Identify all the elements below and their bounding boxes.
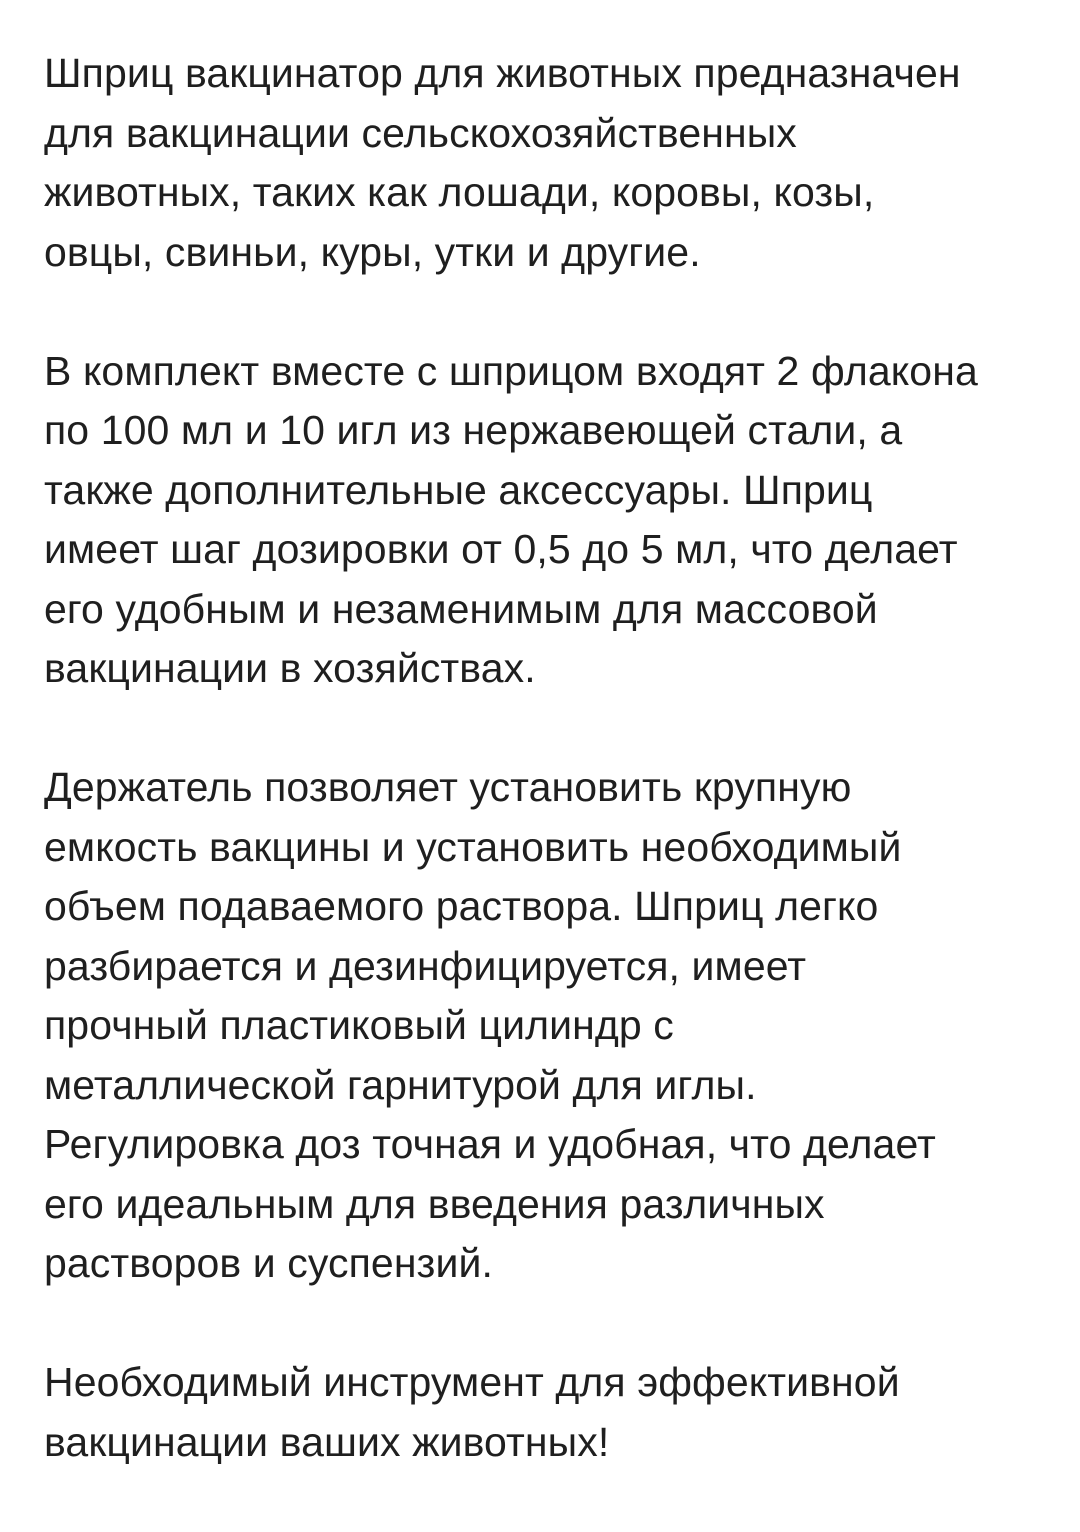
- text-line: Необходимый инструмент для эффективной: [44, 1359, 900, 1405]
- text-line: объем подаваемого раствора. Шприц легко: [44, 883, 879, 929]
- text-line: В комплект вместе с шприцом входят 2 флакона: [44, 347, 978, 394]
- text-line: растворов и суспензий.: [44, 1240, 493, 1286]
- text-line: разбирается и дезинфицируется, имеет: [44, 942, 807, 989]
- text-line: также дополнительные аксессуары. Шприц: [44, 466, 873, 513]
- product-description: [44, 44, 1054, 1532]
- paragraph-kit-contents: [44, 342, 1054, 699]
- text-line: емкость вакцины и установить необходимый: [44, 823, 902, 870]
- text-line: по 100 мл и 10 игл из нержавеющей стали, а: [44, 407, 903, 453]
- text-line: прочный пластиковый цилиндр с: [44, 1002, 674, 1048]
- text-line: животных, таких как лошади, коровы, козы,: [44, 169, 875, 215]
- paragraph-closing: [44, 1353, 1054, 1472]
- text-line: имеет шаг дозировки от 0,5 до 5 мл, что делает: [44, 526, 958, 572]
- text-line: Регулировка доз точная и удобная, что делает: [44, 1121, 936, 1167]
- text-line: овцы, свиньи, куры, утки и другие.: [44, 228, 701, 275]
- text-line: его идеальным для введения различных: [44, 1180, 825, 1227]
- paragraph-purpose: [44, 44, 1054, 282]
- text-line: Шприц вакцинатор для животных предназначен: [44, 50, 961, 96]
- paragraph-features: [44, 758, 1054, 1294]
- text-line: металлической гарнитурой для иглы.: [44, 1061, 757, 1108]
- text-line: вакцинации ваших животных!: [44, 1418, 610, 1465]
- text-line: вакцинации в хозяйствах.: [44, 645, 536, 691]
- text-line: для вакцинации сельскохозяйственных: [44, 109, 797, 156]
- text-line: его удобным и незаменимым для массовой: [44, 585, 878, 632]
- text-line: Держатель позволяет установить крупную: [44, 764, 852, 810]
